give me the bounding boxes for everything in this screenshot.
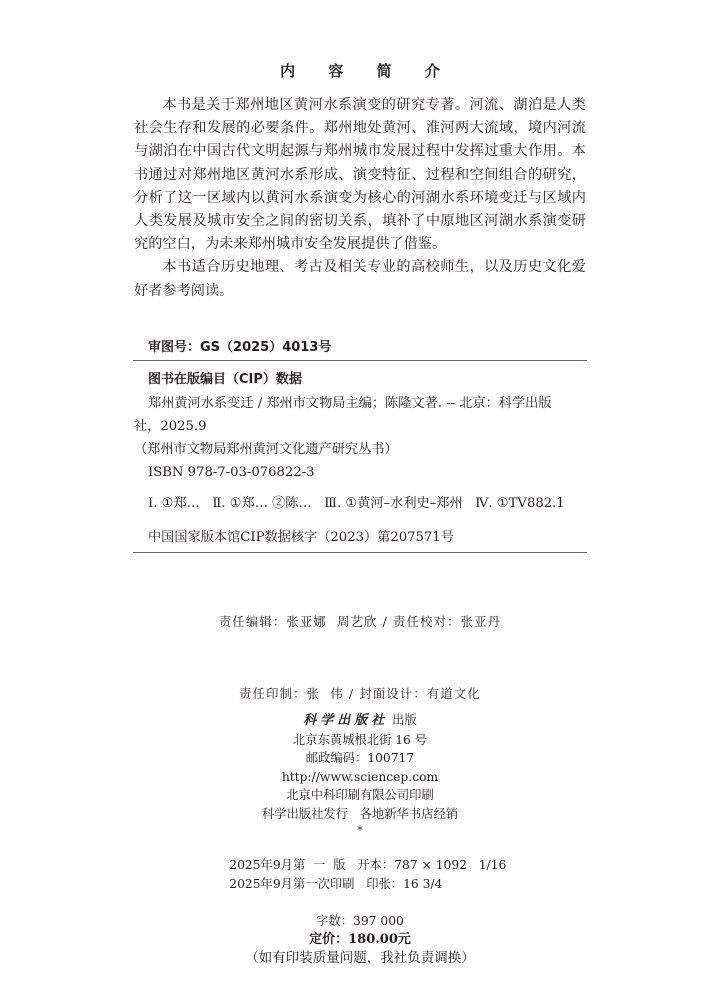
word-count: 字数：397 000 xyxy=(316,913,404,928)
cip-record-line-2: 社，2025.9 xyxy=(134,419,207,434)
cip-record xyxy=(134,392,590,484)
credits xyxy=(0,562,720,730)
map-approval-number: 审图号：GS（2025）4013号 xyxy=(148,340,332,355)
cip-record-line-1: 郑州黄河水系变迁 / 郑州市文物局主编；陈隆文著. -- 北京：科学出版 xyxy=(148,396,552,411)
distribution: 科学出版社发行 各地新华书店经销 xyxy=(261,806,459,821)
credits-production: 责任印制：张 伟 / 封面设计：有道文化 xyxy=(239,687,481,701)
summary-paragraph-2: 本书适合历史地理、考古及相关专业的高校师生，以及历史文化爱好者参考阅读。 xyxy=(134,259,586,299)
divider-top xyxy=(133,360,587,361)
cip-title: 图书在版编目（CIP）数据 xyxy=(148,372,302,387)
edition-line: 2025年9月第 一 版 开本：787 × 1092 1/16 xyxy=(229,858,507,873)
printer: 北京中科印刷有限公司印刷 xyxy=(286,788,434,803)
specs-lines xyxy=(229,856,506,893)
publisher-postcode: 邮政编码：100717 xyxy=(305,751,415,766)
cip-classification: Ⅰ. ①郑… Ⅱ. ①郑… ②陈… Ⅲ. ①黄河–水利史–郑州 Ⅳ. ①TV882.1 xyxy=(148,496,565,511)
printing-line: 2025年9月第一次印刷 印张：16 3/4 xyxy=(229,876,443,891)
specs-block xyxy=(0,838,720,912)
summary-paragraph-1: 本书是关于郑州地区黄河水系演变的研究专著。河流、湖泊是人类社会生存和发展的必要条件。郑州地处黄河、淮河两大流域，境内河流与湖泊在中国古代文明起源与郑州城市发展过程中发挥过重大作用。本书通过对郑州地区黄河水系形成、演变特征、过程和空间组合的研究，分析了这一区域内以黄河水系演变为核心的河湖水系环境变迁与区域内人类发展及城市安全之间的密切关系，填补了中原地区河湖水系演变研究的空白，为未来郑州城市安全发展提供了借鉴。 xyxy=(134,97,586,253)
price: 定价：180.00元 xyxy=(309,931,411,947)
cip-isbn: ISBN 978-7-03-076822-3 xyxy=(148,465,315,480)
publisher-line xyxy=(0,711,720,731)
imprint xyxy=(0,711,720,968)
publisher-website: http://www.sciencep.com xyxy=(281,769,439,784)
summary-body xyxy=(134,94,586,303)
divider-bottom xyxy=(133,552,587,553)
summary-title: 内 容 简 介 xyxy=(280,62,454,80)
publisher-suffix: 出版 xyxy=(388,713,417,727)
separator-asterisk: * xyxy=(357,823,363,837)
credits-editors: 责任编辑：张亚娜 周艺欣 / 责任校对：张亚丹 xyxy=(218,615,502,629)
publisher-logo: 科学出版社 xyxy=(303,713,389,728)
cip-series: （郑州市文物局郑州黄河文化遗产研究丛书） xyxy=(134,442,398,457)
publisher-address: 北京东黄城根北街 16 号 xyxy=(292,732,428,747)
quality-note: （如有印装质量问题，我社负责调换） xyxy=(245,950,475,967)
cip-verification-number: 中国国家版本馆CIP数据核字（2023）第207571号 xyxy=(148,530,454,545)
